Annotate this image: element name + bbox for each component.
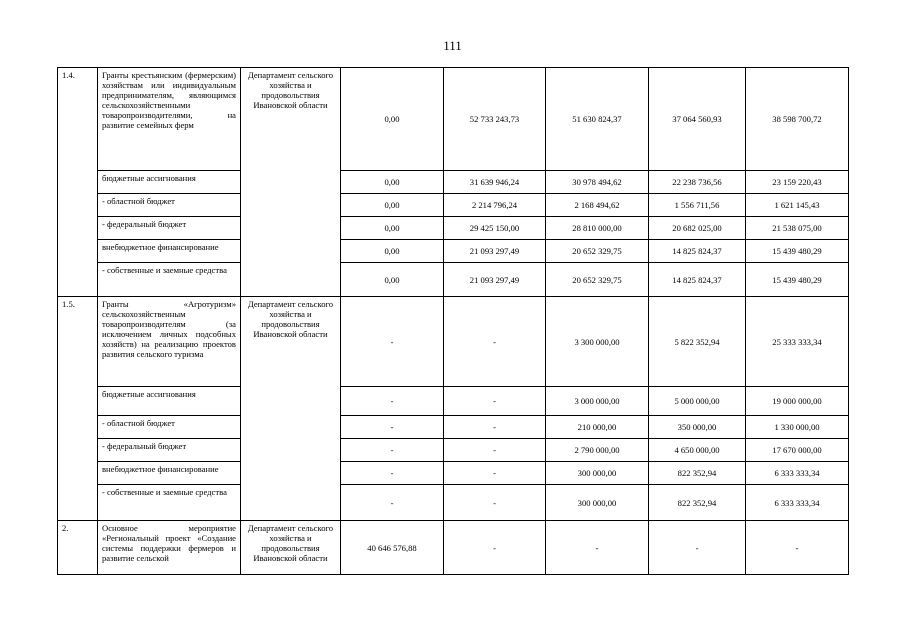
value-cell: - bbox=[444, 485, 546, 521]
responsible-executor: Департамент сельского хозяйства и продовольствия Ивановской области bbox=[241, 68, 341, 297]
value-cell: - bbox=[444, 416, 546, 439]
value-cell: 25 333 333,34 bbox=[746, 297, 849, 387]
budget-table bbox=[57, 67, 849, 575]
value-cell: 0,00 bbox=[341, 263, 444, 297]
table-row bbox=[58, 462, 849, 485]
table-row bbox=[58, 387, 849, 416]
value-cell: 3 300 000,00 bbox=[546, 297, 649, 387]
table-row bbox=[58, 416, 849, 439]
value-cell: 5 000 000,00 bbox=[649, 387, 746, 416]
value-cell: 20 652 329,75 bbox=[546, 263, 649, 297]
table-row bbox=[58, 194, 849, 217]
value-cell: 822 352,94 bbox=[649, 485, 746, 521]
item-name: - федеральный бюджет bbox=[98, 439, 241, 462]
value-cell: - bbox=[341, 297, 444, 387]
value-cell: 38 598 700,72 bbox=[746, 68, 849, 171]
value-cell: 5 822 352,94 bbox=[649, 297, 746, 387]
table-row bbox=[58, 240, 849, 263]
page-number: 111 bbox=[443, 38, 462, 53]
value-cell: 20 682 025,00 bbox=[649, 217, 746, 240]
value-cell: - bbox=[341, 439, 444, 462]
table-row bbox=[58, 297, 849, 387]
value-cell: - bbox=[444, 462, 546, 485]
value-cell: 822 352,94 bbox=[649, 462, 746, 485]
table-row bbox=[58, 68, 849, 171]
value-cell: - bbox=[341, 462, 444, 485]
value-cell: 0,00 bbox=[341, 68, 444, 171]
value-cell: 29 425 150,00 bbox=[444, 217, 546, 240]
value-cell: 19 000 000,00 bbox=[746, 387, 849, 416]
table-row bbox=[58, 485, 849, 521]
value-cell: 20 652 329,75 bbox=[546, 240, 649, 263]
value-cell: 28 810 000,00 bbox=[546, 217, 649, 240]
value-cell: - bbox=[341, 387, 444, 416]
item-name: - федеральный бюджет bbox=[98, 217, 241, 240]
item-name: Гранты «Агротуризм» сельскохозяйственным товаропроизводителям (за исключением личных подсобных хозяйств) на реализацию проектов развития сельского туризма bbox=[98, 297, 241, 387]
value-cell: 2 168 494,62 bbox=[546, 194, 649, 217]
value-cell: 22 238 736,56 bbox=[649, 171, 746, 194]
value-cell: 14 825 824,37 bbox=[649, 240, 746, 263]
value-cell: 3 000 000,00 bbox=[546, 387, 649, 416]
value-cell: 1 556 711,56 bbox=[649, 194, 746, 217]
value-cell: 300 000,00 bbox=[546, 462, 649, 485]
item-name: Гранты крестьянским (фермерским) хозяйствам или индивидуальным предпринимателям, являющимся сельскохозяйственными товаропроизводителями, на развитие семейных ферм bbox=[98, 68, 241, 171]
value-cell: 1 330 000,00 bbox=[746, 416, 849, 439]
responsible-executor: Департамент сельского хозяйства и продовольствия Ивановской области bbox=[241, 297, 341, 521]
value-cell: - bbox=[546, 521, 649, 575]
item-name: - областной бюджет bbox=[98, 194, 241, 217]
item-name: бюджетные ассигнования bbox=[98, 387, 241, 416]
value-cell: 51 630 824,37 bbox=[546, 68, 649, 171]
item-name: бюджетные ассигнования bbox=[98, 171, 241, 194]
value-cell: 6 333 333,34 bbox=[746, 485, 849, 521]
value-cell: 2 214 796,24 bbox=[444, 194, 546, 217]
value-cell: - bbox=[444, 521, 546, 575]
value-cell: 52 733 243,73 bbox=[444, 68, 546, 171]
table-row bbox=[58, 521, 849, 575]
item-number: 1.4. bbox=[58, 68, 98, 297]
item-name: - областной бюджет bbox=[98, 416, 241, 439]
item-name: - собственные и заемные средства bbox=[98, 485, 241, 521]
value-cell: 40 646 576,88 bbox=[341, 521, 444, 575]
value-cell: 15 439 480,29 bbox=[746, 263, 849, 297]
item-number: 1.5. bbox=[58, 297, 98, 521]
value-cell: 0,00 bbox=[341, 240, 444, 263]
value-cell: 0,00 bbox=[341, 171, 444, 194]
value-cell: - bbox=[444, 439, 546, 462]
table-row bbox=[58, 263, 849, 297]
value-cell: - bbox=[341, 416, 444, 439]
value-cell: 2 790 000,00 bbox=[546, 439, 649, 462]
table-row bbox=[58, 171, 849, 194]
item-name: - собственные и заемные средства bbox=[98, 263, 241, 297]
value-cell: 6 333 333,34 bbox=[746, 462, 849, 485]
value-cell: 210 000,00 bbox=[546, 416, 649, 439]
value-cell: - bbox=[341, 485, 444, 521]
value-cell: 300 000,00 bbox=[546, 485, 649, 521]
value-cell: 1 621 145,43 bbox=[746, 194, 849, 217]
value-cell: 350 000,00 bbox=[649, 416, 746, 439]
value-cell: 0,00 bbox=[341, 194, 444, 217]
value-cell: 30 978 494,62 bbox=[546, 171, 649, 194]
table-row bbox=[58, 217, 849, 240]
value-cell: - bbox=[444, 387, 546, 416]
item-name: внебюджетное финансирование bbox=[98, 462, 241, 485]
value-cell: - bbox=[649, 521, 746, 575]
value-cell: 21 093 297,49 bbox=[444, 240, 546, 263]
item-number: 2. bbox=[58, 521, 98, 575]
table-row bbox=[58, 439, 849, 462]
value-cell: 15 439 480,29 bbox=[746, 240, 849, 263]
value-cell: 21 093 297,49 bbox=[444, 263, 546, 297]
value-cell: 31 639 946,24 bbox=[444, 171, 546, 194]
value-cell: 4 650 000,00 bbox=[649, 439, 746, 462]
value-cell: 21 538 075,00 bbox=[746, 217, 849, 240]
value-cell: 23 159 220,43 bbox=[746, 171, 849, 194]
value-cell: 14 825 824,37 bbox=[649, 263, 746, 297]
value-cell: 17 670 000,00 bbox=[746, 439, 849, 462]
value-cell: - bbox=[444, 297, 546, 387]
item-name: внебюджетное финансирование bbox=[98, 240, 241, 263]
item-name: Основное мероприятие «Региональный проект «Создание системы поддержки фермеров и развитие сельской bbox=[98, 521, 241, 575]
value-cell: 37 064 560,93 bbox=[649, 68, 746, 171]
responsible-executor: Департамент сельского хозяйства и продовольствия Ивановской области bbox=[241, 521, 341, 575]
value-cell: 0,00 bbox=[341, 217, 444, 240]
value-cell: - bbox=[746, 521, 849, 575]
